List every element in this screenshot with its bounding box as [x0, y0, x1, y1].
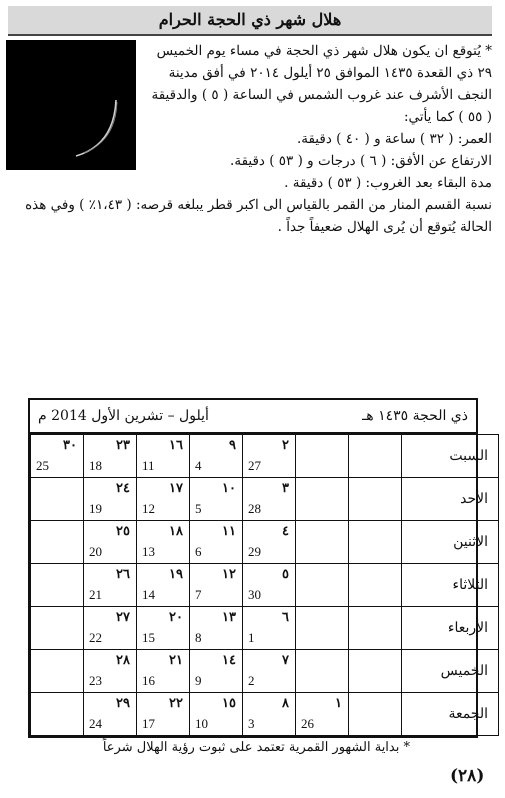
calendar-cell — [31, 478, 84, 521]
hijri-date: ١١ — [222, 524, 236, 539]
calendar-cell — [190, 435, 243, 478]
calendar-cell — [137, 693, 190, 736]
gregorian-date: 15 — [142, 630, 155, 645]
calendar-cell — [349, 435, 402, 478]
hijri-date: ٢٧ — [116, 610, 130, 625]
calendar-cell — [349, 607, 402, 650]
calendar-grid — [30, 434, 499, 736]
calendar-cell — [243, 435, 296, 478]
gregorian-date: 22 — [89, 630, 102, 645]
hijri-date: ٢٣ — [116, 438, 130, 453]
hijri-date: ١٥ — [222, 696, 236, 711]
calendar-cell — [243, 478, 296, 521]
calendar-row — [31, 435, 499, 478]
calendar-cell — [84, 435, 137, 478]
gregorian-date: 18 — [89, 458, 102, 473]
age-line: العمر: ( ٣٢ ) ساعة و ( ٤٠ ) دقيقة. — [296, 131, 492, 147]
calendar-cell — [349, 693, 402, 736]
intro-paragraph: * يُتوقع ان يكون هلال شهر ذي الحجة في مساء يوم الخميس ٢٩ ذي القعدة ١٤٣٥ الموافق ٢٥ أيلول ٢٠١٤ في أفق مدينة النجف الأشرف عند غروب الشمس في الساعة ( ٥ ) والدقيقة ( ٥٥ ) كما يأتي: — [151, 43, 492, 125]
calendar-cell — [84, 650, 137, 693]
calendar-cell — [243, 650, 296, 693]
calendar-cell — [31, 521, 84, 564]
calendar-row — [31, 564, 499, 607]
hijri-date: ١٩ — [169, 567, 183, 582]
calendar-cell — [84, 478, 137, 521]
calendar-cell — [137, 564, 190, 607]
gregorian-date: 28 — [248, 501, 261, 516]
weekday-label: الاثنين — [402, 521, 499, 564]
calendar-row — [31, 478, 499, 521]
calendar-cell — [349, 521, 402, 564]
calendar-row — [31, 693, 499, 736]
page-number: (٢٨) — [450, 766, 485, 786]
gregorian-date: 7 — [195, 587, 202, 602]
weekday-label: الثلاثاء — [402, 564, 499, 607]
weekday-label: الخميس — [402, 650, 499, 693]
hijri-date: ٧ — [282, 653, 289, 668]
hijri-date: ١٤ — [222, 653, 236, 668]
gregorian-date: 25 — [36, 458, 49, 473]
gregorian-date: 8 — [195, 630, 202, 645]
hijri-date: ٢٢ — [169, 696, 183, 711]
hijri-month-label: ذي الحجة ١٤٣٥ هـ — [362, 408, 468, 424]
illumination-paragraph: نسبة القسم المنار من القمر بالقياس الى اكبر قطر يبلغه قرصه: ( ١،٤٣٪ ) وفي هذه الحالة يُتوقع أن يُرى الهلال ضعيفاً جداً . — [25, 197, 492, 235]
calendar-header — [30, 400, 476, 434]
weekday-label: السبت — [402, 435, 499, 478]
footnote: * بداية الشهور القمرية تعتمد على ثبوت رؤية الهلال شرعاً — [102, 740, 410, 755]
calendar-cell — [243, 607, 296, 650]
calendar-cell — [137, 521, 190, 564]
calendar-cell — [84, 564, 137, 607]
gregorian-date: 20 — [89, 544, 102, 559]
duration-line: مدة البقاء بعد الغروب: ( ٥٣ ) دقيقة . — [284, 175, 492, 191]
gregorian-date: 1 — [248, 630, 255, 645]
hijri-date: ٢٤ — [116, 481, 130, 496]
calendar-cell — [190, 607, 243, 650]
calendar-cell — [349, 478, 402, 521]
calendar-cell — [243, 521, 296, 564]
gregorian-date: 10 — [195, 716, 208, 731]
hijri-date: ٩ — [229, 438, 236, 453]
calendar-cell — [31, 650, 84, 693]
gregorian-date: 27 — [248, 458, 261, 473]
page-title: هلال شهر ذي الحجة الحرام — [8, 6, 492, 36]
calendar-cell — [137, 650, 190, 693]
calendar-row — [31, 607, 499, 650]
hijri-date: ٥ — [282, 567, 289, 582]
hijri-date: ٢٩ — [116, 696, 130, 711]
gregorian-months-label: أيلول – تشرين الأول 2014 م — [38, 408, 209, 424]
calendar-cell — [31, 693, 84, 736]
gregorian-date: 30 — [248, 587, 261, 602]
calendar-cell — [349, 650, 402, 693]
gregorian-date: 3 — [248, 716, 255, 731]
hijri-date: ٢ — [282, 438, 289, 453]
calendar-table — [28, 398, 488, 738]
hijri-date: ٦ — [282, 610, 289, 625]
calendar-cell — [190, 693, 243, 736]
hijri-date: ٢٦ — [116, 567, 130, 582]
calendar-cell — [296, 521, 349, 564]
hijri-date: ٨ — [282, 696, 289, 711]
calendar-cell — [137, 435, 190, 478]
gregorian-date: 9 — [195, 673, 202, 688]
calendar-cell — [84, 607, 137, 650]
gregorian-date: 14 — [142, 587, 155, 602]
calendar-cell — [84, 521, 137, 564]
article-text — [8, 40, 492, 238]
hijri-date: ٢١ — [169, 653, 183, 668]
altitude-line: الارتفاع عن الأفق: ( ٦ ) درجات و ( ٥٣ ) دقيقة. — [230, 153, 492, 169]
hijri-date: ٢٨ — [116, 653, 130, 668]
gregorian-date: 13 — [142, 544, 155, 559]
gregorian-date: 23 — [89, 673, 102, 688]
calendar-cell — [84, 693, 137, 736]
gregorian-date: 21 — [89, 587, 102, 602]
calendar-cell — [296, 564, 349, 607]
calendar-cell — [349, 564, 402, 607]
calendar-row — [31, 650, 499, 693]
hijri-date: ١٨ — [169, 524, 183, 539]
calendar-cell — [31, 435, 84, 478]
calendar-cell — [31, 607, 84, 650]
calendar-cell — [190, 650, 243, 693]
hijri-date: ١٧ — [169, 481, 183, 496]
hijri-date: ١ — [335, 696, 342, 711]
hijri-date: ٤ — [282, 524, 289, 539]
gregorian-date: 5 — [195, 501, 202, 516]
calendar-cell — [190, 478, 243, 521]
hijri-date: ١٣ — [222, 610, 236, 625]
weekday-label: الأربعاء — [402, 607, 499, 650]
calendar-cell — [296, 435, 349, 478]
calendar-cell — [137, 478, 190, 521]
gregorian-date: 17 — [142, 716, 155, 731]
gregorian-date: 4 — [195, 458, 202, 473]
gregorian-date: 26 — [301, 716, 314, 731]
calendar-cell — [137, 607, 190, 650]
weekday-label: الجمعة — [402, 693, 499, 736]
gregorian-date: 2 — [248, 673, 255, 688]
gregorian-date: 29 — [248, 544, 261, 559]
calendar-cell — [190, 521, 243, 564]
calendar-cell — [243, 564, 296, 607]
calendar-row — [31, 521, 499, 564]
gregorian-date: 6 — [195, 544, 202, 559]
calendar-cell — [296, 607, 349, 650]
calendar-cell — [190, 564, 243, 607]
hijri-date: ١٢ — [222, 567, 236, 582]
calendar-cell — [296, 693, 349, 736]
gregorian-date: 16 — [142, 673, 155, 688]
hijri-date: ٢٥ — [116, 524, 130, 539]
calendar-cell — [243, 693, 296, 736]
gregorian-date: 19 — [89, 501, 102, 516]
hijri-date: ٣٠ — [63, 438, 77, 453]
hijri-date: ٢٠ — [169, 610, 183, 625]
hijri-date: ١٠ — [222, 481, 236, 496]
gregorian-date: 24 — [89, 716, 102, 731]
calendar-cell — [296, 478, 349, 521]
calendar-cell — [296, 650, 349, 693]
hijri-date: ٣ — [282, 481, 289, 496]
weekday-label: الأحد — [402, 478, 499, 521]
gregorian-date: 12 — [142, 501, 155, 516]
hijri-date: ١٦ — [169, 438, 183, 453]
calendar-cell — [31, 564, 84, 607]
gregorian-date: 11 — [142, 458, 155, 473]
